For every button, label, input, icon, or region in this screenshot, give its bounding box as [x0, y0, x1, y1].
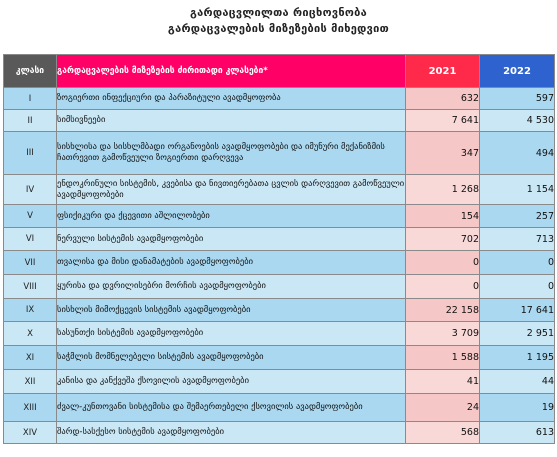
value-2021-cell: 0: [406, 251, 480, 275]
description-cell: ძვალ-კუნთოვანი სისტემისა და შემაერთებელი ქსოვილის ავადმყოფობები: [57, 394, 406, 422]
value-2021-cell: 41: [406, 370, 480, 394]
table-row: [4, 88, 555, 110]
value-2021-cell: 0: [406, 275, 480, 299]
description-cell: ფსიქიკური და ქცევითი აშლილობები: [57, 205, 406, 228]
class-cell: XIII: [4, 394, 57, 422]
description-cell: თვალისა და მისი დანამატების ავადმყოფობები: [57, 251, 406, 275]
value-2021-cell: 1 268: [406, 175, 480, 205]
class-cell: XIV: [4, 422, 57, 444]
table-row: [4, 422, 555, 444]
value-2022-cell: 1 195: [480, 346, 555, 370]
class-cell: VIII: [4, 275, 57, 299]
table-row: [4, 251, 555, 275]
table-row: [4, 175, 555, 205]
class-cell: III: [4, 132, 57, 175]
value-2022-cell: 1 154: [480, 175, 555, 205]
value-2022-cell: 2 951: [480, 322, 555, 346]
value-2022-cell: 0: [480, 275, 555, 299]
table-row: [4, 205, 555, 228]
description-cell: სისხლისა და სისხლმბადი ორგანოების ავადმყოფობები და იმუნური მექანიზმის ჩათრევით გამოწვეული ზოგიერთი დარღვევა: [57, 132, 406, 175]
description-cell: სიმსივნეები: [57, 110, 406, 132]
description-cell: საჭმლის მომნელებელი სისტემის ავადმყოფობები: [57, 346, 406, 370]
table-row: [4, 370, 555, 394]
header-class: კლასი: [4, 55, 57, 88]
table-row: [4, 346, 555, 370]
class-cell: VII: [4, 251, 57, 275]
page-title: გარდაცვლილთა რიცხოვნობა: [189, 6, 368, 19]
description-cell: ყურისა და დვრილისებრი მორჩის ავადმყოფობები: [57, 275, 406, 299]
value-2021-cell: 1 588: [406, 346, 480, 370]
value-2022-cell: 44: [480, 370, 555, 394]
description-cell: სისხლის მიმოქცევის სისტემის ავადმყოფობები: [57, 299, 406, 322]
description-cell: შარდ-სასქესო სისტემის ავადმყოფობები: [57, 422, 406, 444]
table-row: [4, 275, 555, 299]
value-2021-cell: 24: [406, 394, 480, 422]
header-year-2021: 2021: [406, 55, 480, 88]
table-row: [4, 394, 555, 422]
description-cell: კანისა და კანქვეშა ქსოვილის ავადმყოფობები: [57, 370, 406, 394]
header-description: გარდაცვალების მიზეზების ძირითადი კლასები*: [57, 55, 406, 88]
value-2021-cell: 632: [406, 88, 480, 110]
value-2022-cell: 17 641: [480, 299, 555, 322]
description-cell: სასუნთქი სისტემის ავადმყოფობები: [57, 322, 406, 346]
header-year-2022: 2022: [480, 55, 555, 88]
value-2021-cell: 154: [406, 205, 480, 228]
class-cell: I: [4, 88, 57, 110]
class-cell: II: [4, 110, 57, 132]
value-2021-cell: 3 709: [406, 322, 480, 346]
value-2022-cell: 494: [480, 132, 555, 175]
description-cell: ენდოკრინული სისტემის, კვებისა და ნივთიერებათა ცვლის დარღვევით გამოწვეული ავადმყოფობები: [57, 175, 406, 205]
table-row: [4, 110, 555, 132]
class-cell: IX: [4, 299, 57, 322]
value-2022-cell: 19: [480, 394, 555, 422]
value-2022-cell: 713: [480, 228, 555, 251]
table-row: [4, 299, 555, 322]
class-cell: V: [4, 205, 57, 228]
table-row: [4, 228, 555, 251]
class-cell: XII: [4, 370, 57, 394]
value-2022-cell: 613: [480, 422, 555, 444]
table-row: [4, 322, 555, 346]
page-subtitle: გარდაცვალების მიზეზების მიხედვით: [167, 22, 390, 35]
value-2021-cell: 568: [406, 422, 480, 444]
table-header-row: [4, 55, 555, 88]
description-cell: ზოგიერთი ინფექციური და პარაზიტული ავადმყოფობა: [57, 88, 406, 110]
value-2022-cell: 597: [480, 88, 555, 110]
value-2022-cell: 4 530: [480, 110, 555, 132]
class-cell: XI: [4, 346, 57, 370]
description-cell: ნერვული სისტემის ავადმყოფობები: [57, 228, 406, 251]
table-row: [4, 132, 555, 175]
mortality-table: [3, 54, 555, 444]
value-2021-cell: 347: [406, 132, 480, 175]
value-2021-cell: 702: [406, 228, 480, 251]
value-2022-cell: 0: [480, 251, 555, 275]
value-2022-cell: 257: [480, 205, 555, 228]
value-2021-cell: 22 158: [406, 299, 480, 322]
class-cell: VI: [4, 228, 57, 251]
class-cell: X: [4, 322, 57, 346]
class-cell: IV: [4, 175, 57, 205]
value-2021-cell: 7 641: [406, 110, 480, 132]
